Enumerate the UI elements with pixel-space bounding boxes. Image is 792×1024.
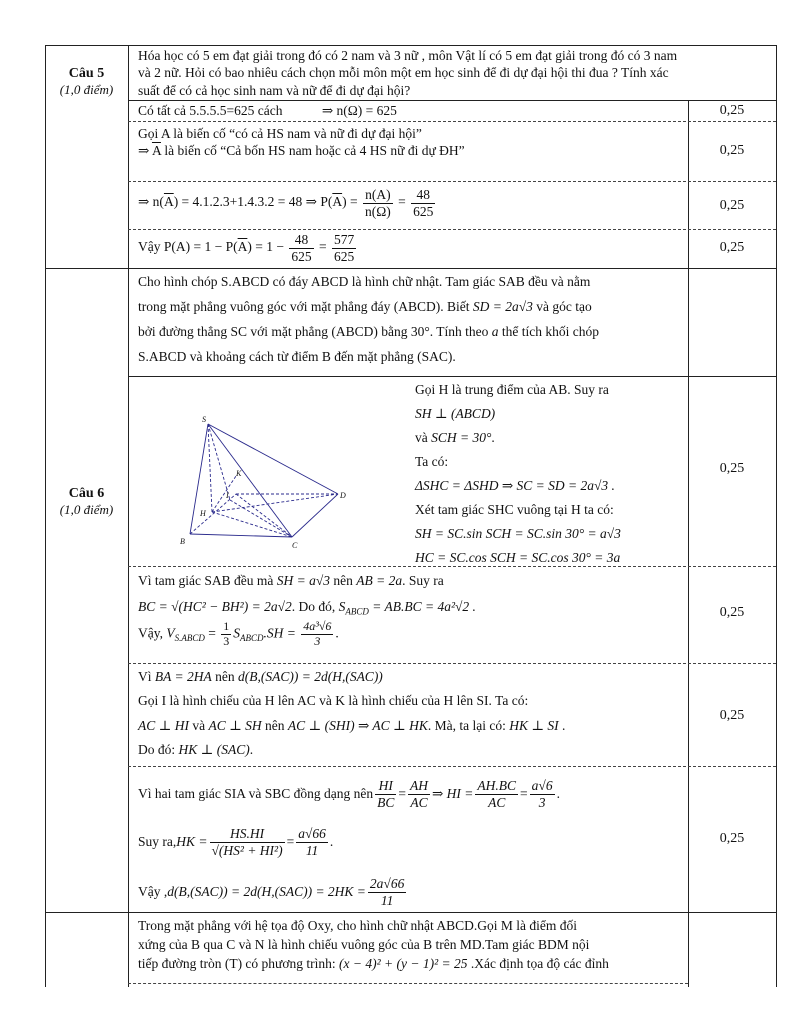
pyramid-figure <box>170 412 360 552</box>
line <box>138 568 683 594</box>
complement-a: $\overline{A}$ <box>237 239 248 255</box>
text: . <box>491 430 495 446</box>
text: . <box>558 717 566 733</box>
q5-problem: Hóa học có 5 em đạt giải trong đó có 2 nam và 3 nữ , môn Vật lí có 5 em đạt giải trong đó có 3 nam và 2 nữ. Hỏi có bao nhiêu cách chọn mỗi môn một em học sinh để đi dự đại hội thi đua ? Tính xác suất để có cả học sinh nam và nữ để đi dự đại hội? <box>138 48 678 98</box>
math: HK = <box>176 834 208 850</box>
math: AC ⊥ HI <box>138 717 189 733</box>
math: (x − 4)² + (y − 1)² = 25 <box>339 956 468 972</box>
question-number: Câu 5 <box>68 66 105 81</box>
math: S <box>233 625 240 641</box>
fraction <box>408 778 430 810</box>
math: a <box>491 323 499 339</box>
text: . Suy ra <box>402 573 444 588</box>
question-5-label <box>45 66 128 98</box>
equals: = <box>520 786 528 802</box>
score-cell: 0,25 <box>719 831 745 846</box>
q5-step3-a: ⇒ n( <box>138 194 164 210</box>
text: nên <box>261 717 288 733</box>
q6-problem <box>138 270 683 370</box>
numerator: 2a√66 <box>369 875 405 891</box>
fraction <box>368 876 406 908</box>
question-points: (1,0 điểm) <box>59 502 114 517</box>
fraction <box>301 620 333 649</box>
math: SCH = 30° <box>431 430 492 446</box>
math: .SH = <box>263 625 296 641</box>
q5-step3-c: ) = <box>342 194 358 210</box>
line: Xét tam giác SHC vuông tại H ta có: <box>415 502 614 518</box>
complement-a: $\overline{A}$ <box>163 194 174 210</box>
denominator: BC <box>377 794 395 810</box>
denominator: 625 <box>413 203 434 219</box>
text: . <box>249 741 254 757</box>
row-divider <box>128 663 776 664</box>
implies: ⇒ <box>138 143 150 159</box>
numerator: 1 <box>223 619 230 634</box>
math: BA = 2HA <box>154 669 212 684</box>
q5-step2-text: là biến cố “Cả bốn HS nam hoặc cả 4 HS nữ đi dự ĐH” <box>160 143 465 159</box>
row-divider <box>128 229 776 230</box>
denominator: 625 <box>291 248 312 264</box>
q6-problem-line4: S.ABCD và khoảng cách từ điểm B đến mặt phẳng (SAC). <box>138 348 456 364</box>
fraction <box>289 232 313 264</box>
denominator: 3 <box>223 634 230 649</box>
label-i: I <box>226 491 229 500</box>
denominator: AC <box>410 794 428 810</box>
q5-step4-b: ) = 1 − <box>247 239 284 255</box>
text: Vì <box>138 669 155 684</box>
q6-problem-line1: Cho hình chóp S.ABCD có đáy ABCD là hình chữ nhật. Tam giác SAB đều và nằm <box>138 274 591 289</box>
line <box>138 772 683 816</box>
q5-step4-a: Vậy P(A) = 1 − P( <box>138 239 238 255</box>
fraction <box>221 620 231 649</box>
text: Suy ra, <box>138 834 177 850</box>
q6-problem-line3 <box>138 320 683 345</box>
text: . <box>329 834 334 850</box>
text: . <box>335 625 339 641</box>
text: Vì hai tam giác SIA và SBC đồng dạng nên <box>138 786 374 802</box>
text: và <box>415 430 432 446</box>
math: SD = 2a√3 <box>472 298 533 314</box>
line: Ta có: <box>415 454 449 470</box>
q5-step3-b: ) = 4.1.2.3+1.4.3.2 = 48 ⇒ P( <box>173 194 333 210</box>
numerator: 577 <box>333 232 355 247</box>
numerator: 4a³√6 <box>303 619 332 634</box>
equals: = <box>318 239 327 255</box>
numerator: a√6 <box>531 777 553 793</box>
text: . Do đó, <box>291 598 339 614</box>
label-b: B <box>180 537 185 546</box>
text: bởi đường thẳng SC với mặt phẳng (ABCD) bằng 30°. Tính theo <box>138 323 489 339</box>
text: . Mà, ta lại có: <box>427 717 510 733</box>
denominator: 3 <box>538 794 546 810</box>
q7-problem <box>138 916 683 973</box>
text: Vậy, <box>138 625 167 641</box>
denominator: 11 <box>380 892 394 908</box>
q5-step1-text: Có tất cả 5.5.5.5=625 cách <box>138 103 283 118</box>
score-cell: 0,25 <box>719 240 745 255</box>
table-col-divider <box>128 45 129 987</box>
denominator: √(HS² + HI²) <box>211 842 283 858</box>
q5-step1-result: ⇒ n(Ω) = 625 <box>321 103 397 118</box>
math-line: HC = SC.cos SCH = SC.cos 30° = 3a <box>415 550 621 566</box>
math: SH = a√3 <box>276 573 331 588</box>
denominator: 11 <box>305 842 319 858</box>
math: d(B,(SAC)) = 2d(H,(SAC)) <box>237 669 383 684</box>
row-divider <box>128 376 776 377</box>
line <box>138 870 683 914</box>
line <box>138 594 683 621</box>
text: tiếp đường tròn (T) có phương trình: <box>138 956 340 972</box>
text: và <box>188 717 209 733</box>
score-cell: 0,25 <box>719 143 745 158</box>
math-line: SH = SC.sin SCH = SC.sin 30° = a√3 <box>415 526 621 542</box>
q6-step1 <box>415 378 685 570</box>
math: HK ⊥ SI <box>509 717 559 733</box>
table-right-border <box>776 45 777 987</box>
q5-step3 <box>138 187 683 219</box>
fraction <box>411 187 435 219</box>
line <box>138 665 683 689</box>
denominator: 3 <box>314 634 321 649</box>
line <box>138 818 683 866</box>
line: Gọi I là hình chiếu của H lên AC và K là hình chiếu của H lên SI. Ta có: <box>138 693 529 709</box>
denominator: 625 <box>333 248 355 264</box>
score-cell: 0,25 <box>719 103 745 118</box>
text: = <box>204 625 216 641</box>
q5-step2-line2 <box>138 142 683 159</box>
math: = AB.BC = 4a²√2 . <box>368 598 476 614</box>
fraction <box>332 232 356 264</box>
row-divider <box>128 181 776 182</box>
denominator: n(Ω) <box>364 203 391 219</box>
math: d(B,(SAC)) = 2d(H,(SAC)) = 2HK = <box>167 884 366 900</box>
math: ⇒ HI = <box>432 786 474 802</box>
row-divider <box>128 100 776 101</box>
score-cell: 0,25 <box>719 198 745 213</box>
question-points: (1,0 điểm) <box>59 82 114 97</box>
math: V <box>166 625 175 641</box>
text: Do đó: <box>138 741 179 757</box>
q5-step1 <box>138 102 683 119</box>
fraction <box>530 778 555 810</box>
line <box>138 620 683 649</box>
label-c: C <box>292 541 298 550</box>
score-cell: 0,25 <box>719 461 745 476</box>
line <box>138 714 683 738</box>
text: Vậy , <box>138 884 168 900</box>
label-d: D <box>340 491 346 500</box>
label-s: S <box>202 415 206 424</box>
complement-a: $\overline{A}$ <box>151 143 161 159</box>
numerator: 48 <box>411 187 435 204</box>
equals: = <box>398 194 406 210</box>
line <box>138 738 683 762</box>
math: AB = 2a <box>356 573 403 588</box>
text: thể tích khối chóp <box>498 323 599 339</box>
numerator: AH.BC <box>477 777 517 793</box>
q6-step3 <box>138 665 683 762</box>
label-k: K <box>236 469 242 478</box>
q5-step2-line1: Gọi A là biến cố “có cả HS nam và nữ đi dự đại hội” <box>138 126 422 141</box>
numerator: HS.HI <box>210 826 285 843</box>
line <box>415 426 685 450</box>
text: .Xác định tọa độ các đỉnh <box>467 956 609 972</box>
score-cell: 0,25 <box>719 708 745 723</box>
numerator: AH <box>410 777 428 793</box>
line <box>138 954 683 973</box>
subscript: S.ABCD <box>174 633 205 644</box>
label-h: H <box>200 509 206 518</box>
text: nên <box>330 573 357 588</box>
line: Gọi H là trung điểm của AB. Suy ra <box>415 382 609 397</box>
math-line: ΔSHC = ΔSHD ⇒ SC = SD = 2a√3 . <box>415 478 615 494</box>
text: và góc tạo <box>532 298 592 314</box>
line: Trong mặt phẳng với hệ tọa độ Oxy, cho hình chữ nhật ABCD.Gọi M là điểm đối <box>138 918 578 933</box>
numerator: 48 <box>289 232 313 249</box>
text: trong mặt phẳng vuông góc với mặt phẳng đáy (ABCD). Biết <box>138 298 470 314</box>
question-6-label <box>45 486 128 518</box>
equals: = <box>286 834 295 850</box>
q6-problem-line2 <box>138 295 683 320</box>
text: nên <box>211 669 238 684</box>
q5-step4 <box>138 232 683 264</box>
math-line: SH ⊥ (ABCD) <box>415 406 496 422</box>
text: Vì tam giác SAB đều mà <box>138 573 277 588</box>
equals: = <box>398 786 406 802</box>
subscript: ABCD <box>240 633 264 644</box>
numerator: n(A) <box>363 187 393 204</box>
complement-a: $\overline{A}$ <box>332 194 343 210</box>
fraction <box>210 826 285 858</box>
score-cell: 0,25 <box>719 605 745 620</box>
math: HK ⊥ (SAC) <box>178 741 250 757</box>
table-top-border <box>45 45 776 46</box>
q6-step2 <box>138 568 683 649</box>
fraction <box>363 187 393 219</box>
math: AC ⊥ SH <box>208 717 262 733</box>
row-divider <box>128 121 776 122</box>
row-divider <box>128 983 688 984</box>
line: xứng của B qua C và N là hình chiếu vuông góc của B trên MD.Tam giác BDM nội <box>138 937 590 953</box>
numerator: HI <box>375 778 396 795</box>
q5-step2 <box>138 125 683 160</box>
fraction <box>296 826 328 858</box>
math: AC ⊥ (SHI) ⇒ AC ⊥ HK <box>287 717 428 733</box>
math: BC = √(HC² − BH²) = 2a√2 <box>138 598 292 614</box>
row-divider <box>45 268 776 269</box>
fraction <box>375 778 396 810</box>
numerator: a√66 <box>298 825 326 841</box>
subscript: ABCD <box>345 606 369 617</box>
row-divider <box>128 766 776 767</box>
score-col-divider-3 <box>688 912 689 987</box>
math: S <box>338 598 346 614</box>
q6-step4 <box>138 772 683 914</box>
text: . <box>556 786 560 802</box>
question-number: Câu 6 <box>68 486 105 501</box>
fraction <box>475 778 518 810</box>
denominator: AC <box>488 794 506 810</box>
